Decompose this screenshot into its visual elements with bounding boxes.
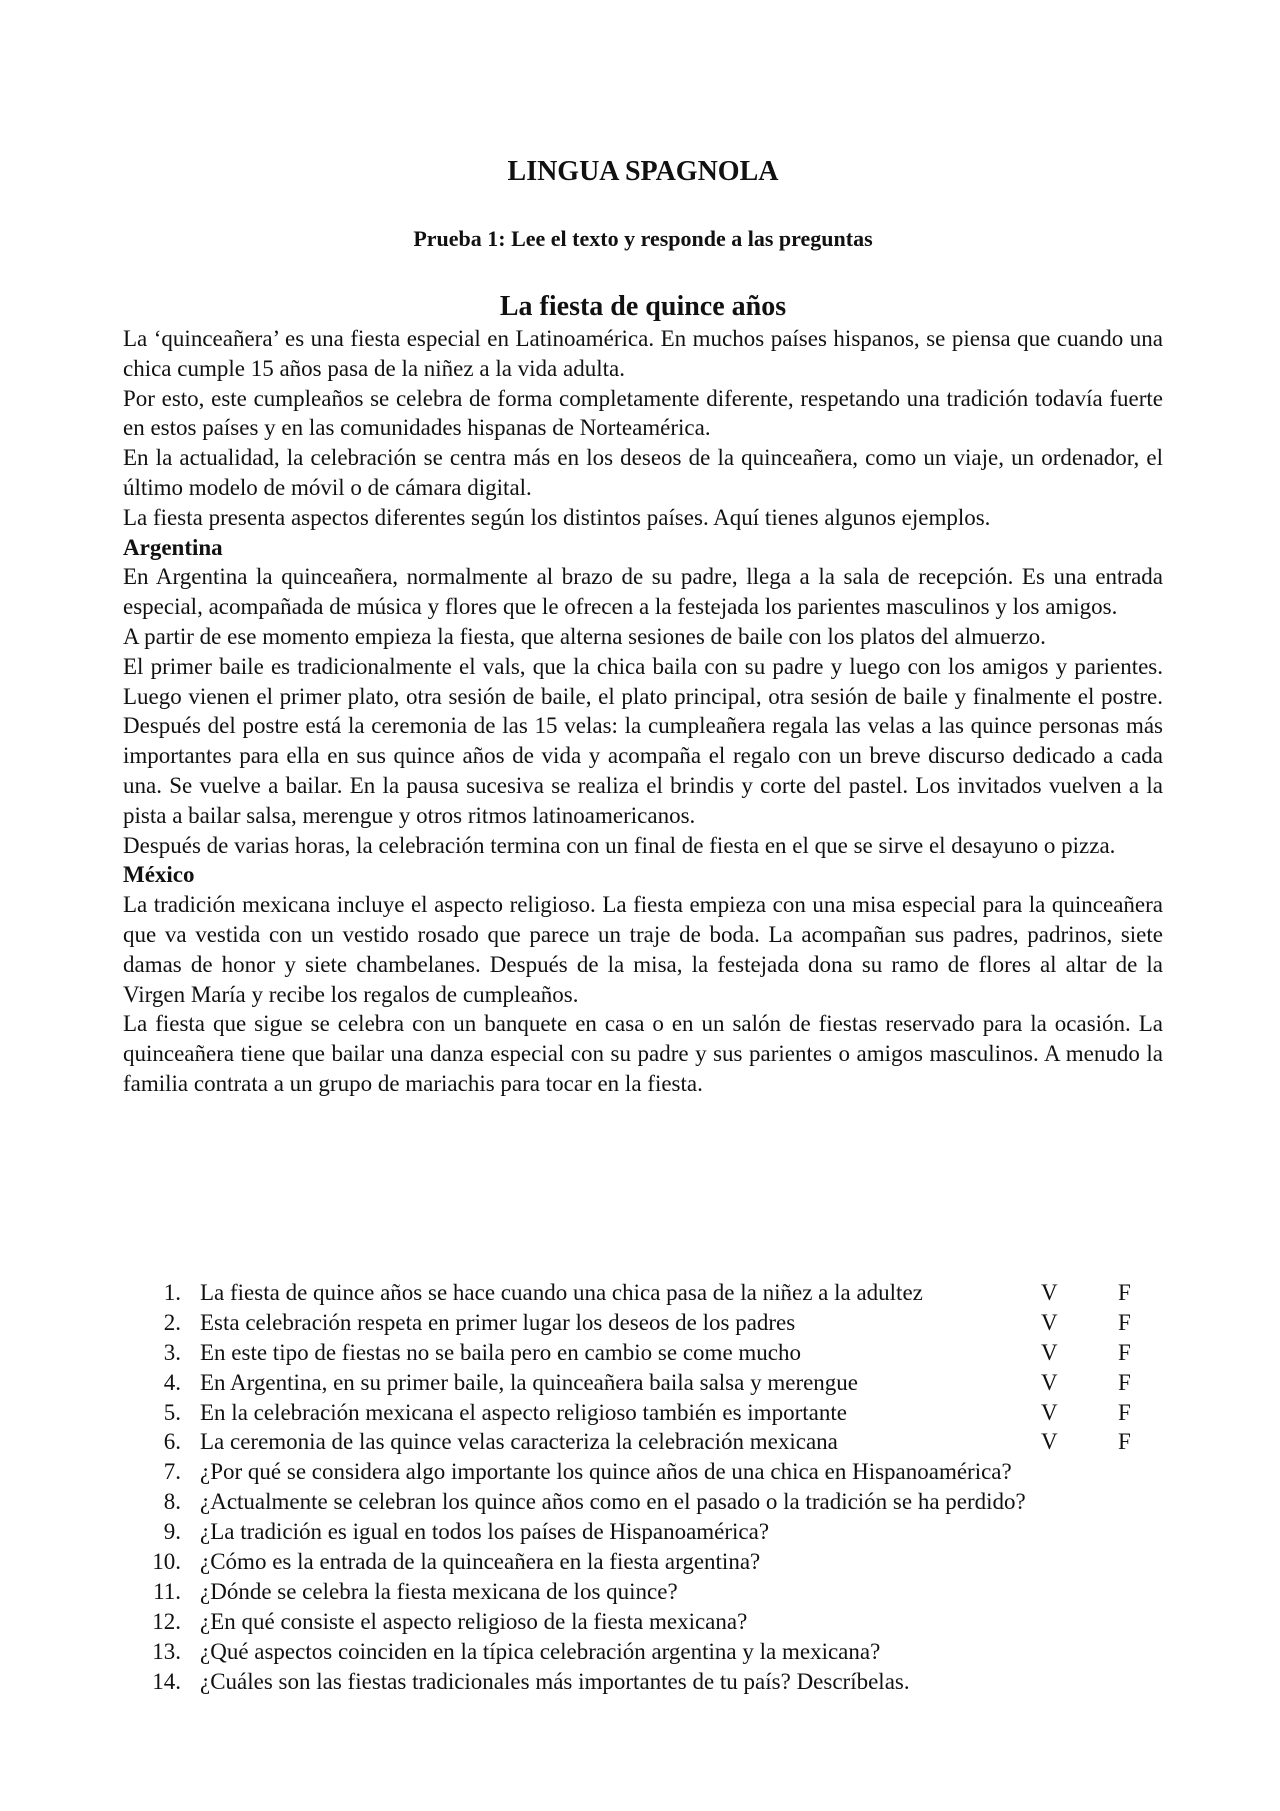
- question-number: 10.: [152, 1549, 181, 1575]
- question-text: ¿La tradición es igual en todos los países de Hispanoamérica?: [200, 1519, 770, 1545]
- question-item: [123, 1637, 1163, 1667]
- question-number: 13.: [152, 1638, 181, 1664]
- question-text: ¿Por qué se considera algo importante los quince años de una chica en Hispanoamérica?: [200, 1459, 1012, 1485]
- question-text: ¿Actualmente se celebran los quince años como en el pasado o la tradición se ha perdido?: [200, 1489, 1026, 1515]
- paragraph: Después de varias horas, la celebración termina con un final de fiesta en el que se sirve el desayuno o pizza.: [123, 832, 1116, 858]
- question-item: [123, 1308, 1163, 1338]
- reading-title: La fiesta de quince años: [499, 291, 787, 322]
- true-option: V: [1041, 1369, 1058, 1395]
- question-item: [123, 1487, 1163, 1517]
- question-number: 2.: [163, 1309, 181, 1335]
- paragraph: A partir de ese momento empieza la fiesta, que alterna sesiones de baile con los platos del almuerzo.: [123, 623, 1046, 649]
- true-option: V: [1041, 1309, 1058, 1335]
- paragraph: En la actualidad, la celebración se centra más en los deseos de la quinceañera, como un viaje, un ordenador, el último modelo de móvil o de cámara digital.: [123, 445, 1163, 500]
- question-list: [123, 1278, 1163, 1696]
- true-option: V: [1041, 1280, 1058, 1305]
- true-option: V: [1041, 1339, 1058, 1365]
- true-option: V: [1041, 1429, 1058, 1455]
- question-text: En Argentina, en su primer baile, la quinceañera baila salsa y merengue: [200, 1369, 859, 1395]
- question-number: 1.: [163, 1280, 181, 1305]
- false-option: F: [1118, 1429, 1131, 1455]
- question-number: 4.: [163, 1369, 181, 1395]
- question-item: [123, 1278, 1163, 1308]
- false-option: F: [1118, 1339, 1131, 1365]
- question-item: [123, 1607, 1163, 1637]
- paragraph: La tradición mexicana incluye el aspecto religioso. La fiesta empieza con una misa especial para la quinceañera que va vestida con un vestido rosado que parece un traje de boda. La acompañan sus padres, padrinos, siete damas de honor y siete chambelanes. Después de la misa, la festejada dona su ramo de flores al altar de la Virgen María y recibe los regalos de cumpleaños.: [123, 892, 1163, 1007]
- question-item: [123, 1368, 1163, 1398]
- paragraph: En Argentina la quinceañera, normalmente al brazo de su padre, llega a la sala de recepción. Es una entrada especial, acompañada de música y flores que le ofrecen a la festejada los parientes masculinos y los amigos.: [123, 564, 1163, 620]
- question-number: 6.: [163, 1429, 181, 1455]
- question-item: [123, 1338, 1163, 1368]
- true-option: V: [1041, 1399, 1058, 1425]
- question-number: 14.: [152, 1668, 181, 1694]
- question-text: La fiesta de quince años se hace cuando una chica pasa de la niñez a la adultez: [200, 1280, 923, 1305]
- paragraph: La fiesta presenta aspectos diferentes según los distintos países. Aquí tienes algunos ejemplos.: [123, 504, 991, 530]
- question-number: 3.: [163, 1339, 181, 1365]
- question-text: ¿En qué consiste el aspecto religioso de la fiesta mexicana?: [200, 1608, 748, 1634]
- question-item: [123, 1667, 1163, 1697]
- question-number: 8.: [163, 1489, 181, 1515]
- paragraph: La fiesta que sigue se celebra con un banquete en casa o en un salón de fiestas reservado para la ocasión. La quinceañera tiene que bailar una danza especial con su padre y sus parientes o amigos masculinos. A menudo la familia contrata a un grupo de mariachis para tocar en la fiesta.: [123, 1011, 1163, 1096]
- page-title: LINGUA SPAGNOLA: [507, 156, 779, 187]
- paragraph: El primer baile es tradicionalmente el vals, que la chica baila con su padre y luego con los amigos y parientes. Luego vienen el primer plato, otra sesión de baile, el plato principal, otra sesión de baile y finalmente el postre. Después del postre está la ceremonia de las 15 velas: la cumpleañera regala las velas a las quince personas más importantes para ella en sus quince años de vida y acompaña el regalo con un breve discurso dedicado a cada una. Se vuelve a bailar. En la pausa sucesiva se realiza el brindis y corte del pastel. Los invitados vuelven a la pista a bailar salsa, merengue y otros ritmos latinoamericanos.: [123, 653, 1163, 828]
- question-text: ¿Dónde se celebra la fiesta mexicana de los quince?: [200, 1578, 678, 1604]
- question-item: [123, 1457, 1163, 1487]
- test-subtitle: Prueba 1: Lee el texto y responde a las preguntas: [413, 226, 873, 251]
- question-text: ¿Cómo es la entrada de la quinceañera en la fiesta argentina?: [200, 1549, 761, 1575]
- question-item: [123, 1577, 1163, 1607]
- question-text: ¿Cuáles son las fiestas tradicionales más importantes de tu país? Descríbelas.: [200, 1668, 910, 1694]
- false-option: F: [1118, 1369, 1131, 1395]
- false-option: F: [1118, 1280, 1131, 1305]
- false-option: F: [1118, 1399, 1131, 1425]
- question-text: En este tipo de fiestas no se baila pero en cambio se come mucho: [200, 1339, 801, 1365]
- question-item: [123, 1427, 1163, 1457]
- paragraph: La ‘quinceañera’ es una fiesta especial en Latinoamérica. En muchos países hispanos, se piensa que cuando una chica cumple 15 años pasa de la niñez a la vida adulta.: [123, 326, 1163, 381]
- question-number: 9.: [163, 1519, 181, 1545]
- section-heading-argentina: Argentina: [123, 534, 223, 560]
- paragraph: Por esto, este cumpleaños se celebra de forma completamente diferente, respetando una tradición todavía fuerte en estos países y en las comunidades hispanas de Norteamérica.: [123, 385, 1163, 441]
- question-number: 12.: [152, 1608, 181, 1634]
- question-item: [123, 1517, 1163, 1547]
- false-option: F: [1118, 1309, 1131, 1335]
- question-text: Esta celebración respeta en primer lugar los deseos de los padres: [200, 1309, 796, 1335]
- reading-text: [123, 324, 1163, 1099]
- question-text: La ceremonia de las quince velas caracteriza la celebración mexicana: [200, 1429, 838, 1455]
- question-item: [123, 1547, 1163, 1577]
- question-number: 7.: [163, 1459, 181, 1485]
- question-text: En la celebración mexicana el aspecto religioso también es importante: [200, 1399, 847, 1425]
- question-number: 5.: [163, 1399, 181, 1425]
- question-item: [123, 1398, 1163, 1428]
- question-number: 11.: [153, 1578, 181, 1604]
- question-text: ¿Qué aspectos coinciden en la típica celebración argentina y la mexicana?: [200, 1638, 881, 1664]
- section-heading-mexico: México: [123, 862, 195, 888]
